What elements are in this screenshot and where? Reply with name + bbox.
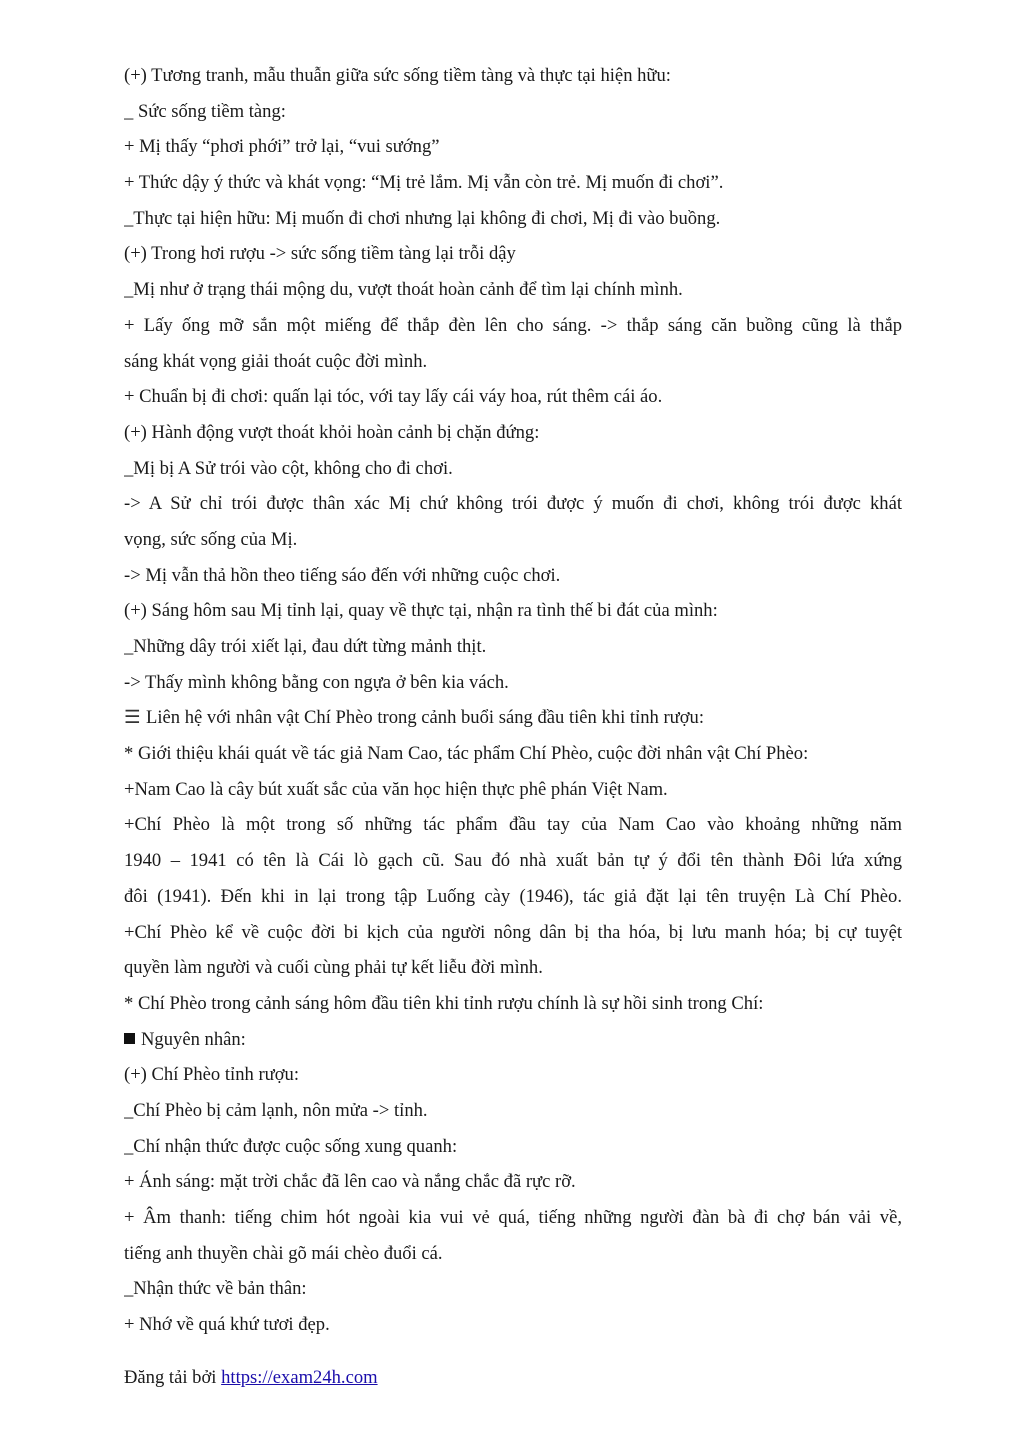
text-line: * Giới thiệu khái quát về tác giả Nam Cao, tác phẩm Chí Phèo, cuộc đời nhân vật Chí Phèo:	[124, 743, 809, 765]
black-square-bullet-icon	[124, 1033, 135, 1044]
heading-line	[124, 700, 902, 736]
text-line: + Lấy ống mỡ sắn một miếng để thắp đèn lên cho sáng. -> thắp sáng căn buồng cũng là thắp	[124, 314, 902, 336]
text-line: _Những dây trói xiết lại, đau dứt từng mảnh thịt.	[124, 636, 487, 657]
text-line: vọng, sức sống của Mị.	[124, 528, 298, 550]
text-line: sáng khát vọng giải thoát cuộc đời mình.	[124, 350, 428, 372]
text-line: _ Sức sống tiềm tàng:	[124, 100, 286, 122]
text-line: (+) Tương tranh, mẫu thuẫn giữa sức sống tiềm tàng và thực tại hiện hữu:	[124, 65, 671, 86]
text-line: +Nam Cao là cây bút xuất sắc của văn học hiện thực phê phán Việt Nam.	[124, 778, 668, 800]
footer-link[interactable]: https://exam24h.com	[221, 1367, 378, 1388]
text-line: +Chí Phèo là một trong số những tác phẩm đầu tay của Nam Cao vào khoảng những năm	[124, 814, 902, 836]
footer	[124, 1364, 378, 1392]
text-line: (+) Sáng hôm sau Mị tỉnh lại, quay về thực tại, nhận ra tình thế bi đát của mình:	[124, 600, 718, 622]
text-line: _Thực tại hiện hữu: Mị muốn đi chơi nhưng lại không đi chơi, Mị đi vào buồng.	[124, 207, 721, 229]
text-line: +Chí Phèo kể về cuộc đời bi kịch của người nông dân bị tha hóa, bị lưu manh hóa; bị cự tuyệt	[124, 921, 902, 943]
text-line: -> A Sử chỉ trói được thân xác Mị chứ không trói được ý muốn đi chơi, không trói được khát	[124, 493, 902, 515]
text-line: + Nhớ về quá khứ tươi đẹp.	[124, 1314, 330, 1336]
text-line: + Ánh sáng: mặt trời chắc đã lên cao và nắng chắc đã rực rỡ.	[124, 1171, 576, 1193]
text-line: tiếng anh thuyền chài gõ mái chèo đuổi cá.	[124, 1242, 443, 1264]
text-line: _Chí Phèo bị cảm lạnh, nôn mửa -> tỉnh.	[124, 1099, 428, 1121]
text-line: Nguyên nhân:	[141, 1028, 246, 1050]
text-line: * Chí Phèo trong cảnh sáng hôm đầu tiên khi tỉnh rượu chính là sự hồi sinh trong Chí:	[124, 992, 764, 1014]
text-line: (+) Hành động vượt thoát khỏi hoàn cảnh bị chặn đứng:	[124, 421, 540, 443]
text-line: _Mị như ở trạng thái mộng du, vượt thoát hoàn cảnh để tìm lại chính mình.	[124, 279, 683, 301]
text-line: 1940 – 1941 có tên là Cái lò gạch cũ. Sau đó nhà xuất bản tự ý đổi tên thành Đôi lứa xứng	[124, 850, 902, 872]
bullet-line	[124, 1022, 902, 1058]
text-line: Liên hệ với nhân vật Chí Phèo trong cảnh buổi sáng đầu tiên khi tỉnh rượu:	[146, 707, 705, 729]
text-line: + Thức dậy ý thức và khát vọng: “Mị trẻ lắm. Mị vẫn còn trẻ. Mị muốn đi chơi”.	[124, 172, 724, 194]
text-line: (+) Trong hơi rượu -> sức sống tiềm tàng lại trỗi dậy	[124, 243, 516, 265]
text-line: quyền làm người và cuối cùng phải tự kết liễu đời mình.	[124, 957, 543, 979]
text-line: _Chí nhận thức được cuộc sống xung quanh:	[124, 1135, 458, 1157]
text-line: _Nhận thức về bản thân:	[124, 1278, 307, 1300]
document-body	[124, 58, 902, 1343]
text-line: -> Thấy mình không bằng con ngựa ở bên kia vách.	[124, 671, 509, 693]
text-line: _Mị bị A Sử trói vào cột, không cho đi chơi.	[124, 457, 453, 479]
footer-label: Đăng tải bởi	[124, 1367, 217, 1388]
text-line: + Chuẩn bị đi chơi: quấn lại tóc, với tay lấy cái váy hoa, rút thêm cái áo.	[124, 386, 663, 408]
text-line: + Âm thanh: tiếng chim hót ngoài kia vui vẻ quá, tiếng những người đàn bà đi chợ bán vải về,	[124, 1207, 902, 1228]
text-line: đôi (1941). Đến khi in lại trong tập Luống cày (1946), tác giả đặt lại tên truyện Là Chí Phèo.	[124, 885, 902, 907]
text-line: -> Mị vẫn thả hồn theo tiếng sáo đến với những cuộc chơi.	[124, 564, 561, 586]
text-line: (+) Chí Phèo tỉnh rượu:	[124, 1064, 300, 1086]
trigram-glyph-icon: ☰	[124, 707, 141, 729]
text-line: + Mị thấy “phơi phới” trở lại, “vui sướng”	[124, 136, 440, 158]
